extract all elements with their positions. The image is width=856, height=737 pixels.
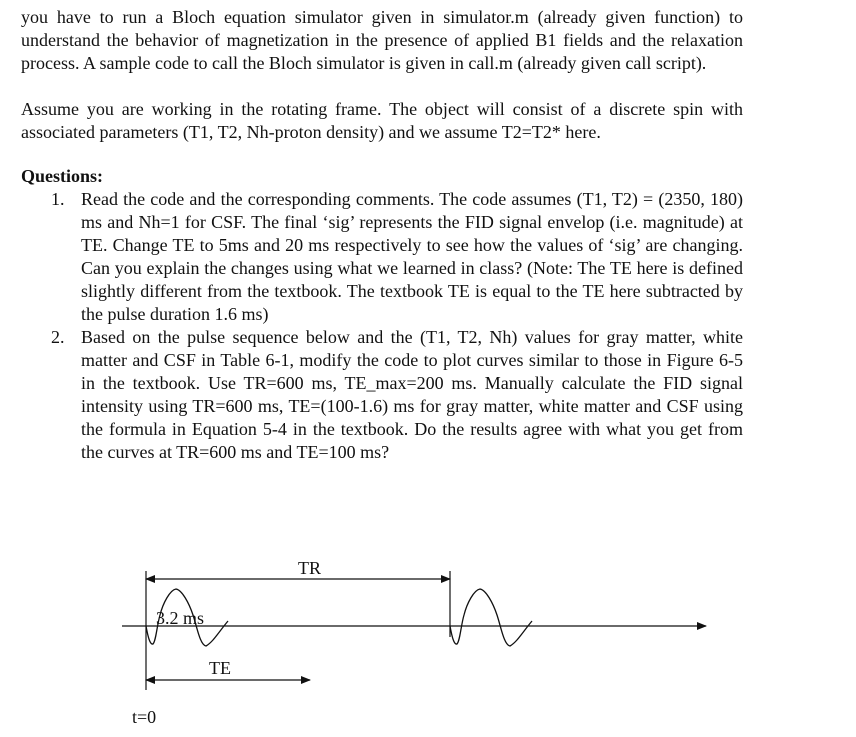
question-number: 1. [51, 189, 65, 209]
tr-label: TR [298, 558, 322, 578]
intro-paragraph-1: you have to run a Bloch equation simulator given in simulator.m (already given function) to understand the behavior of magnetization in the presence of applied B1 fields and the relaxation process. A sample code to call the Bloch simulator is given in call.m (already given call script). [21, 7, 743, 73]
question-text: Based on the pulse sequence below and the (T1, T2, Nh) values for gray matter, white matter and CSF in Table 6-1, modify the code to plot curves similar to those in Figure 6-5 in the textbook. Use TR=600 ms, TE_max=200 ms. Manually calculate the FID signal intensity using TR=600 ms, TE=(100-1.6) ms for gray matter, white matter and CSF using the formula in Equation 5-4 in the textbook. Do the results agree with what you get from the curves at TR=600 ms and TE=100 ms? [81, 327, 743, 462]
question-text: Read the code and the corresponding comments. The code assumes (T1, T2) = (2350, 180) ms and Nh=1 for CSF. The final ‘sig’ represents the FID signal envelop (i.e. magnitude) at TE. Change TE to 5ms and 20 ms respectively to see how the values of ‘sig’ are changing. Can you explain the changes using what we learned in class? (Note: The TE here is defined slightly different from the textbook. The textbook TE is equal to the TE here subtracted by the pulse duration 1.6 ms) [81, 189, 743, 324]
pulse-duration-label: 3.2 ms [156, 608, 205, 628]
document-page [21, 6, 743, 464]
questions-list [21, 188, 743, 464]
pulse-sequence-diagram [0, 545, 856, 737]
t0-label: t=0 [132, 707, 157, 727]
question-item-2 [21, 326, 743, 464]
rf-pulse-2 [450, 589, 532, 646]
te-label: TE [209, 658, 231, 678]
question-number: 2. [51, 327, 65, 347]
intro-paragraph-2: Assume you are working in the rotating frame. The object will consist of a discrete spin with associated parameters (T1, T2, Nh-proton density) and we assume T2=T2* here. [21, 99, 743, 142]
questions-heading: Questions: [21, 166, 104, 186]
question-item-1 [21, 188, 743, 326]
